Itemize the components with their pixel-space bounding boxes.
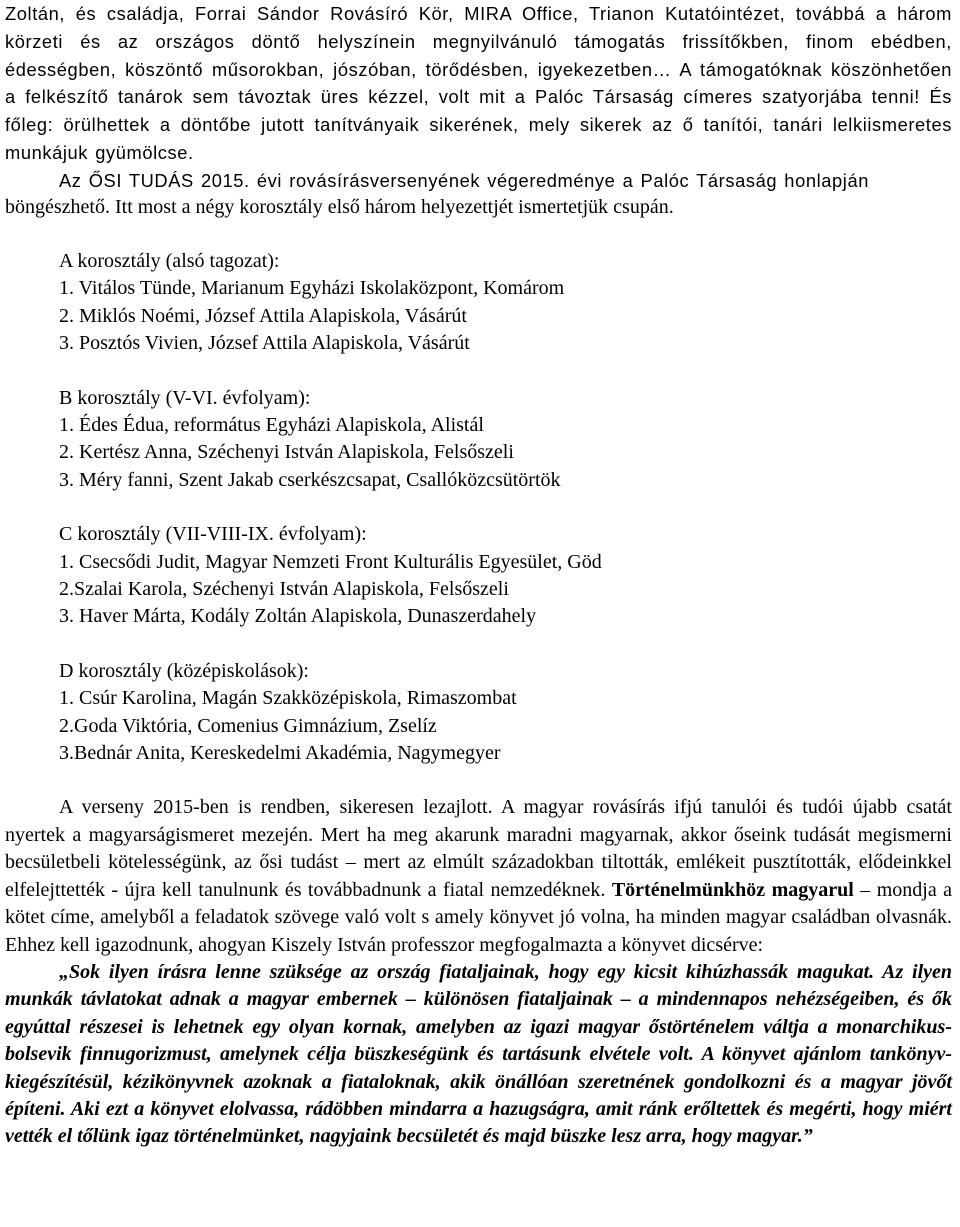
professor-quote: „Sok ilyen írásra lenne szüksége az ország fiataljainak, hogy egy kicsit kihúzhassák magukat. Az ilyen munkák távlatokat adnak a magyar embernek – különösen fiataljainak – a mindennapos nehézségeiben, és ők egyúttal részesei is lehetnek egy olyan kornak, amelyben az igazi magyar őstörténelem váltja a monarchikus-bolsevik finnugorizmust, amelynek célja büszkeségünk és tartásunk elvétele volt. A könyvet ajánlom tankönyv-kiegészítésül, kézikönyvnek azoknak a fiataloknak, akik önállóan szeretnének gondolkozni és a magyar jövőt építeni. Aki ezt a könyvet elolvassa, rádöbben mindarra a hazugságra, amit ránk erőltettek és megérti, hogy miért vették el tőlünk igaz történelmünket, nagyjaink becsületét és majd büszke lesz arra, hogy magyar.” bbox=[5, 960, 952, 1148]
list-item: 2. Miklós Noémi, József Attila Alapiskola, Vásárút bbox=[59, 304, 467, 327]
intro-paragraph bbox=[5, 0, 952, 195]
list-item: 1. Édes Édua, református Egyházi Alapiskola, Alistál bbox=[59, 414, 484, 437]
closing-paragraph bbox=[5, 794, 952, 958]
results-group-b bbox=[5, 385, 952, 495]
results-group-d bbox=[5, 658, 952, 768]
list-item: 1. Vitálos Tünde, Marianum Egyházi Iskolaközpont, Komárom bbox=[59, 277, 565, 300]
results-group-a bbox=[5, 248, 952, 358]
list-item: 3. Haver Márta, Kodály Zoltán Alapiskola, Dunaszerdahely bbox=[59, 605, 537, 628]
list-item: 1. Csecsődi Judit, Magyar Nemzeti Front Kulturális Egyesület, Göd bbox=[59, 550, 602, 573]
group-heading: D korosztály (középiskolások): bbox=[59, 659, 309, 682]
results-group-c bbox=[5, 521, 952, 631]
group-heading: C korosztály (VII-VIII-IX. évfolyam): bbox=[59, 523, 367, 546]
list-item: 3. Posztós Vivien, József Attila Alapiskola, Vásárút bbox=[59, 332, 470, 355]
book-title: Történelmünkhöz magyarul bbox=[611, 878, 854, 901]
result-announcement: Az ŐSI TUDÁS 2015. évi rovásírásversenyének végeredménye a Palóc Társaság honlapján bbox=[59, 169, 869, 191]
list-item: 1. Csúr Karolina, Magán Szakközépiskola, Rimaszombat bbox=[59, 687, 517, 710]
group-heading: A korosztály (alsó tagozat): bbox=[59, 249, 280, 272]
list-item: 3.Bednár Anita, Kereskedelmi Akadémia, Nagymegyer bbox=[59, 742, 501, 765]
result-note: böngészhető. Itt most a négy korosztály első három helyezettjét ismertetjük csupán. bbox=[5, 195, 674, 218]
list-item: 2.Szalai Karola, Széchenyi István Alapiskola, Felsőszeli bbox=[59, 578, 509, 601]
list-item: 3. Méry fanni, Szent Jakab cserkészcsapat, Csallóközcsütörtök bbox=[59, 468, 561, 491]
intro-text: Zoltán, és családja, Forrai Sándor Rovásíró Kör, MIRA Office, Trianon Kutatóintézet, továbbá a három körzeti és az országos döntő helyszínein megnyilvánuló támogatás frissítőkben, finom ebédben, édességben, köszöntő műsorokban, jószóban, törődésben, igyekezetben… A támogatóknak köszönhetően a felkészítő tanárok sem távoztak üres kézzel, volt mit a Palóc Társaság címeres szatyorjába tenni! És főleg: örülhettek a döntőbe jutott tanítványaik sikerének, mely sikerek az ő tanítói, tanári lelkiismeretes munkájuk gyümölcse. bbox=[5, 3, 952, 163]
closing-text-end: – mondja a kötet címe, amelyből a feladatok szövege való volt s amely könyvet jó volna, ha minden magyar családban olvasnák. Ehhez kell igazodnunk, ahogyan Kiszely István professzor megfogalmazta a könyvet dicsérve: bbox=[5, 878, 952, 956]
group-heading: B korosztály (V-VI. évfolyam): bbox=[59, 386, 311, 409]
list-item: 2. Kertész Anna, Széchenyi István Alapiskola, Felsőszeli bbox=[59, 441, 514, 464]
closing-text-start: A verseny 2015-ben is rendben, sikeresen lezajlott. A magyar rovásírás ifjú tanulói és tudói újabb csatát nyertek a magyarságismeret mezején. Mert ha meg akarunk maradni magyarnak, akkor őseink tudását megismerni becsületbeli kötelességünk, az ősi tudást – mert az elmúlt századokban tiltották, emlékeit pusztították, elődeinkkel elfelejttették - újra kell tanulnunk és továbbadnunk a fiatal nemzedéknek. bbox=[5, 796, 952, 901]
list-item: 2.Goda Viktória, Comenius Gimnázium, Zselíz bbox=[59, 714, 437, 737]
